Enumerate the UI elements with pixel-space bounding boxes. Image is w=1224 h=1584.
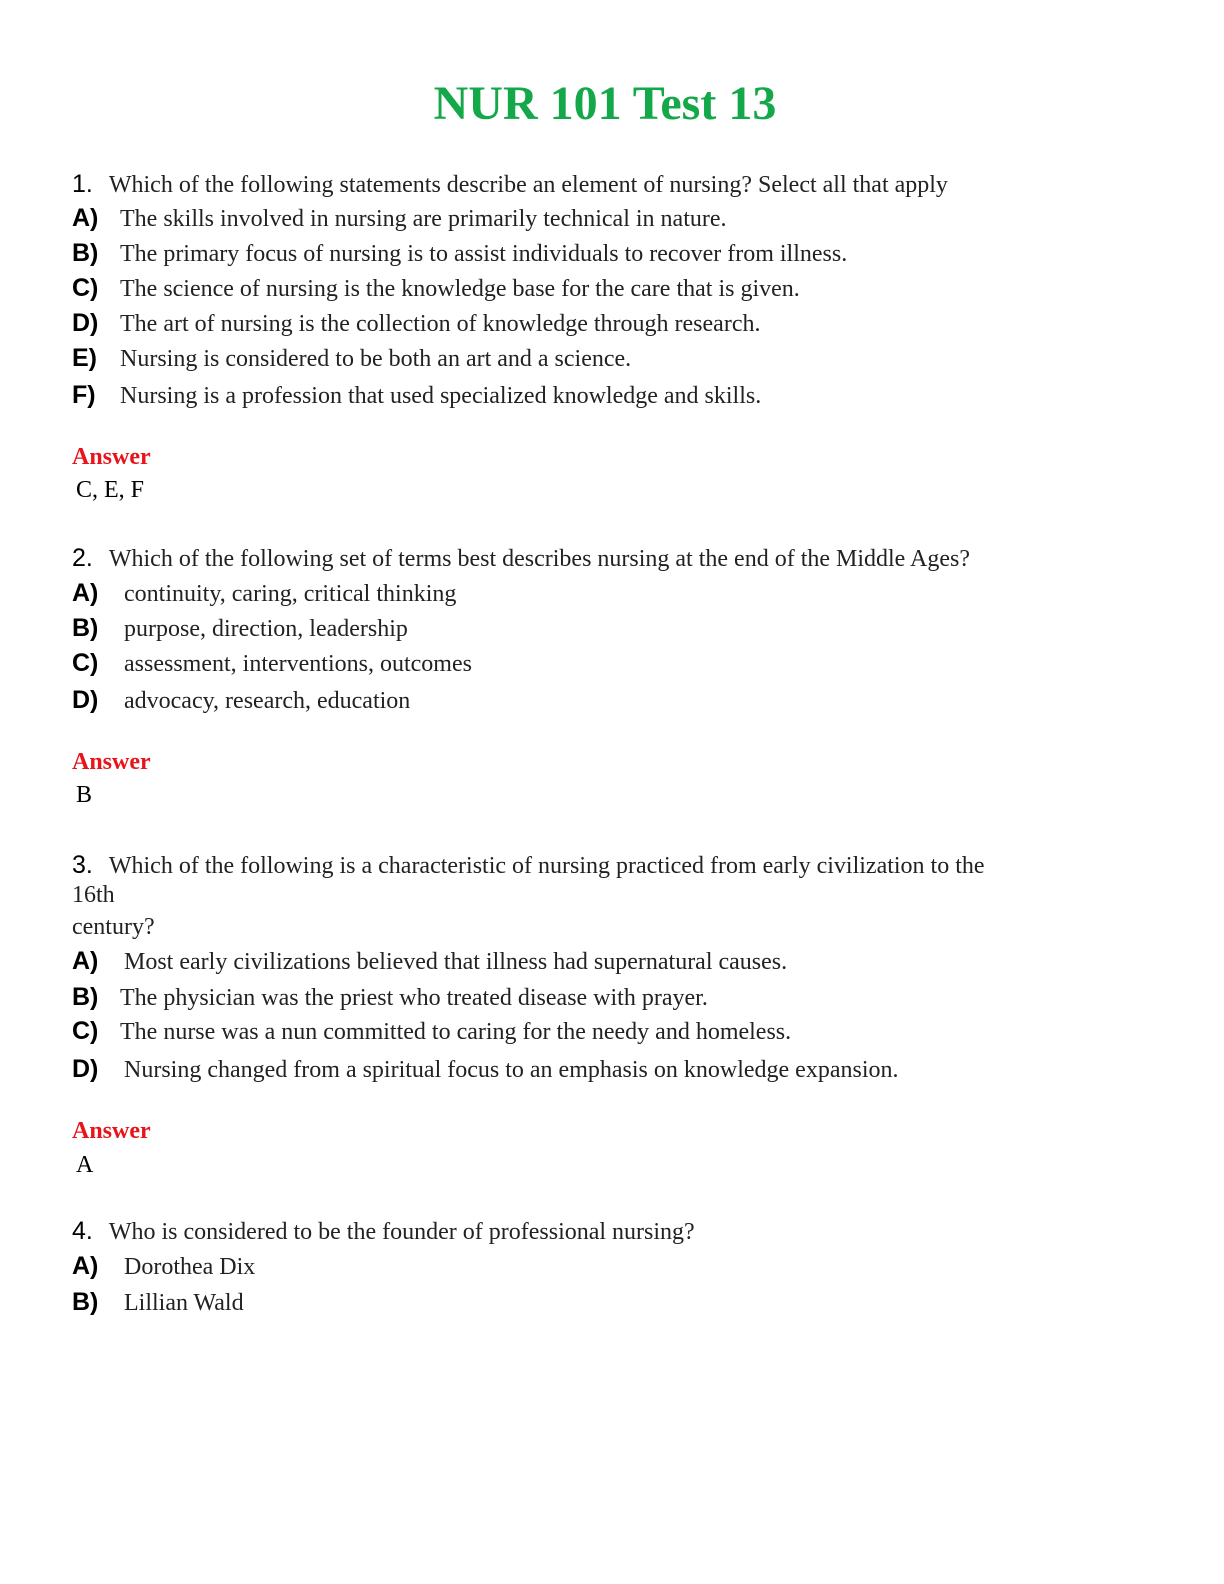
option-text: The art of nursing is the collection of knowledge through research. <box>120 311 761 337</box>
question-2 <box>72 543 970 574</box>
option-text: purpose, direction, leadership <box>124 616 408 642</box>
question-3-option-d <box>72 1054 899 1085</box>
page-title: NUR 101 Test 13 <box>433 77 777 130</box>
question-3 <box>72 850 985 881</box>
option-letter: D) <box>72 686 99 714</box>
question-2-option-d <box>72 685 410 716</box>
option-text: The science of nursing is the knowledge base for the care that is given. <box>120 276 800 302</box>
question-1-option-a <box>72 203 727 234</box>
option-letter: A) <box>72 204 99 232</box>
option-text: The physician was the priest who treated disease with prayer. <box>120 985 708 1011</box>
option-letter: B) <box>72 1288 99 1316</box>
question-text: Who is considered to be the founder of professional nursing? <box>108 1219 695 1245</box>
question-1-option-e <box>72 343 631 374</box>
option-letter: C) <box>72 649 99 677</box>
option-text: Nursing is a profession that used specialized knowledge and skills. <box>120 383 762 409</box>
question-3-continuation: 16th <box>72 882 115 908</box>
question-1-option-d <box>72 308 760 339</box>
question-text: Which of the following is a characteristic of nursing practiced from early civilization to the <box>108 853 985 879</box>
question-4-option-a <box>72 1251 255 1282</box>
answer-text: C, E, F <box>76 477 145 503</box>
question-number: 1. <box>72 170 93 198</box>
question-number: 4. <box>72 1217 93 1245</box>
question-3-option-c <box>72 1016 791 1047</box>
answer-text: B <box>76 782 93 808</box>
option-letter: A) <box>72 579 99 607</box>
option-letter: D) <box>72 1055 99 1083</box>
option-letter: F) <box>72 381 96 409</box>
question-1-option-b <box>72 238 847 269</box>
option-letter: B) <box>72 614 99 642</box>
option-letter: B) <box>72 239 99 267</box>
option-text: The skills involved in nursing are primarily technical in nature. <box>120 206 727 232</box>
option-letter: A) <box>72 947 99 975</box>
question-text: Which of the following statements describe an element of nursing? Select all that apply <box>108 172 948 198</box>
question-2-option-a <box>72 578 456 609</box>
answer-label: Answer <box>72 444 151 470</box>
question-4-option-b <box>72 1287 244 1318</box>
option-text: The nurse was a nun committed to caring for the needy and homeless. <box>120 1019 792 1045</box>
question-2-option-c <box>72 648 472 679</box>
option-text: The primary focus of nursing is to assist individuals to recover from illness. <box>120 241 848 267</box>
question-number: 2. <box>72 544 93 572</box>
option-letter: C) <box>72 274 99 302</box>
question-3-continuation: century? <box>72 914 155 940</box>
question-3-option-b <box>72 982 708 1013</box>
option-letter: E) <box>72 344 97 372</box>
answer-label: Answer <box>72 1118 151 1144</box>
option-text: Nursing is considered to be both an art and a science. <box>120 346 632 372</box>
option-text: Lillian Wald <box>124 1290 244 1316</box>
option-text: continuity, caring, critical thinking <box>124 581 457 607</box>
question-1-option-f <box>72 380 761 411</box>
question-1 <box>72 169 948 200</box>
option-letter: A) <box>72 1252 99 1280</box>
question-3-option-a <box>72 946 787 977</box>
option-text: Nursing changed from a spiritual focus to an emphasis on knowledge expansion. <box>124 1057 899 1083</box>
question-1-option-c <box>72 273 800 304</box>
option-letter: B) <box>72 983 99 1011</box>
question-text: Which of the following set of terms best describes nursing at the end of the Middle Ages? <box>108 546 970 572</box>
question-number: 3. <box>72 851 93 879</box>
question-4 <box>72 1216 695 1247</box>
option-text: Dorothea Dix <box>124 1254 256 1280</box>
option-text: Most early civilizations believed that illness had supernatural causes. <box>124 949 788 975</box>
option-text: assessment, interventions, outcomes <box>124 651 472 677</box>
question-2-option-b <box>72 613 408 644</box>
option-text: advocacy, research, education <box>124 688 411 714</box>
option-letter: D) <box>72 309 99 337</box>
option-letter: C) <box>72 1017 99 1045</box>
answer-text: A <box>76 1152 94 1178</box>
answer-label: Answer <box>72 749 151 775</box>
